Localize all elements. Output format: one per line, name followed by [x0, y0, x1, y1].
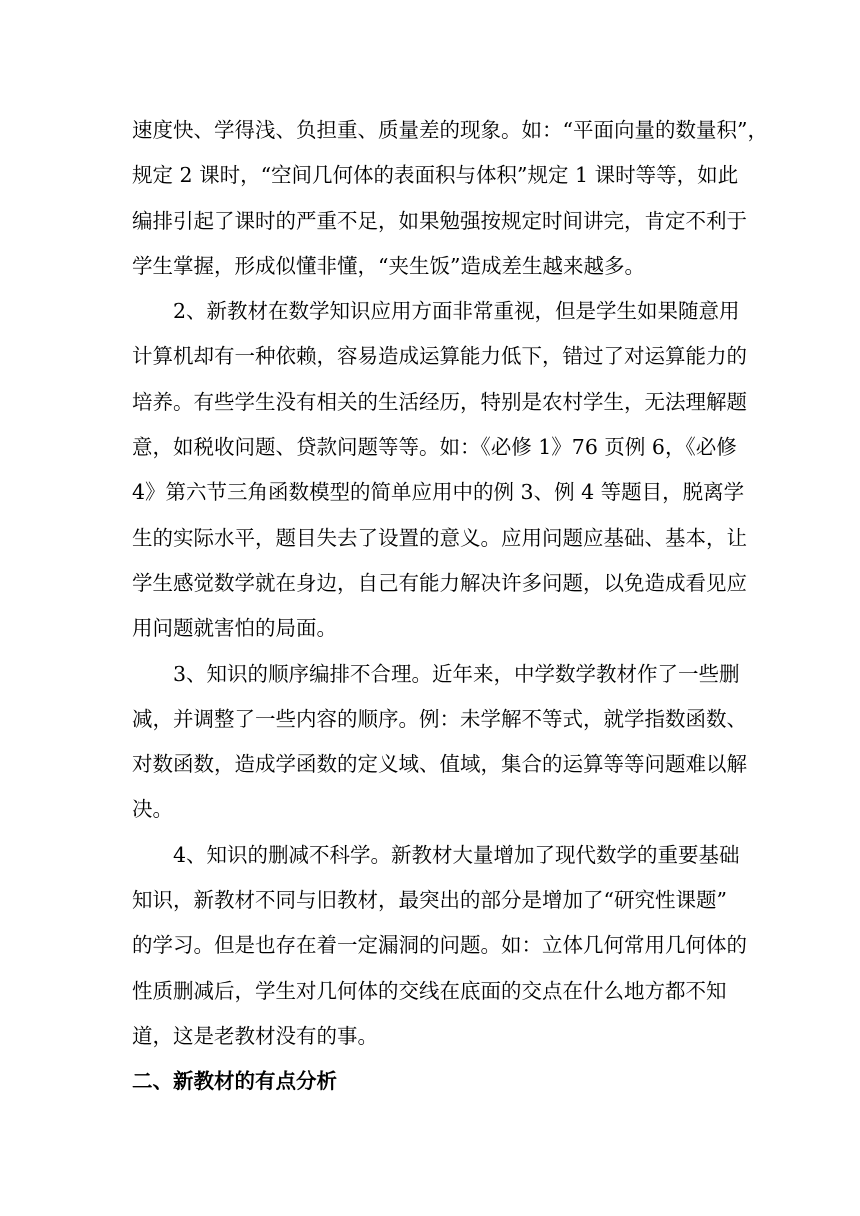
- text-line: 4》第六节三角函数模型的简单应用中的例 3、例 4 等题目，脱离学: [132, 480, 745, 505]
- paragraph-1: [132, 108, 768, 289]
- document-body: [132, 108, 768, 1105]
- text-line: 知识，新教材不同与旧教材，最突出的部分是增加了“研究性课题”: [132, 888, 727, 913]
- paragraph-4: [132, 833, 747, 1059]
- paragraph-2: [132, 289, 747, 651]
- text-line: 性质删减后，学生对几何体的交线在底面的交点在什么地方都不知: [132, 978, 727, 1003]
- text-line: 3、知识的顺序编排不合理。近年来，中学数学教材作了一些删: [173, 661, 740, 686]
- text-line: 学生掌握，形成似懂非懂，“夹生饭”造成差生越来越多。: [132, 253, 645, 278]
- paragraph-3: [132, 652, 747, 833]
- text-line: 编排引起了课时的严重不足，如果勉强按规定时间讲完，肯定不利于: [132, 208, 747, 233]
- text-line: 道，这是老教材没有的事。: [132, 1023, 378, 1048]
- text-line: 4、知识的删减不科学。新教材大量增加了现代数学的重要基础: [173, 842, 740, 867]
- text-line: 用问题就害怕的局面。: [132, 616, 337, 641]
- text-line: 学生感觉数学就在身边，自己有能力解决许多问题，以免造成看见应: [132, 570, 747, 595]
- text-line: 2、新教材在数学知识应用方面非常重视，但是学生如果随意用: [173, 299, 740, 324]
- section-heading: 二、新教材的有点分析: [132, 1069, 337, 1094]
- text-line: 速度快、学得浅、负担重、质量差的现象。如：“平面向量的数量积”，: [132, 118, 768, 142]
- text-line: 意，如税收问题、贷款问题等等。如：《必修 1》76 页例 6，《必修: [132, 435, 737, 460]
- text-line: 培养。有些学生没有相关的生活经历，特别是农村学生，无法理解题: [132, 389, 747, 414]
- text-line: 对数函数，造成学函数的定义域、值域，集合的运算等等问题难以解: [132, 752, 747, 777]
- text-line: 的学习。但是也存在着一定漏洞的问题。如：立体几何常用几何体的: [132, 933, 747, 958]
- text-line: 规定 2 课时，“空间几何体的表面积与体积”规定 1 课时等等，如此: [132, 163, 739, 188]
- text-line: 减，并调整了一些内容的顺序。例：未学解不等式，就学指数函数、: [132, 706, 747, 731]
- text-line: 决。: [132, 797, 173, 822]
- text-line: 计算机却有一种依赖，容易造成运算能力低下，错过了对运算能力的: [132, 344, 747, 369]
- text-line: 生的实际水平，题目失去了设置的意义。应用问题应基础、基本，让: [132, 525, 747, 550]
